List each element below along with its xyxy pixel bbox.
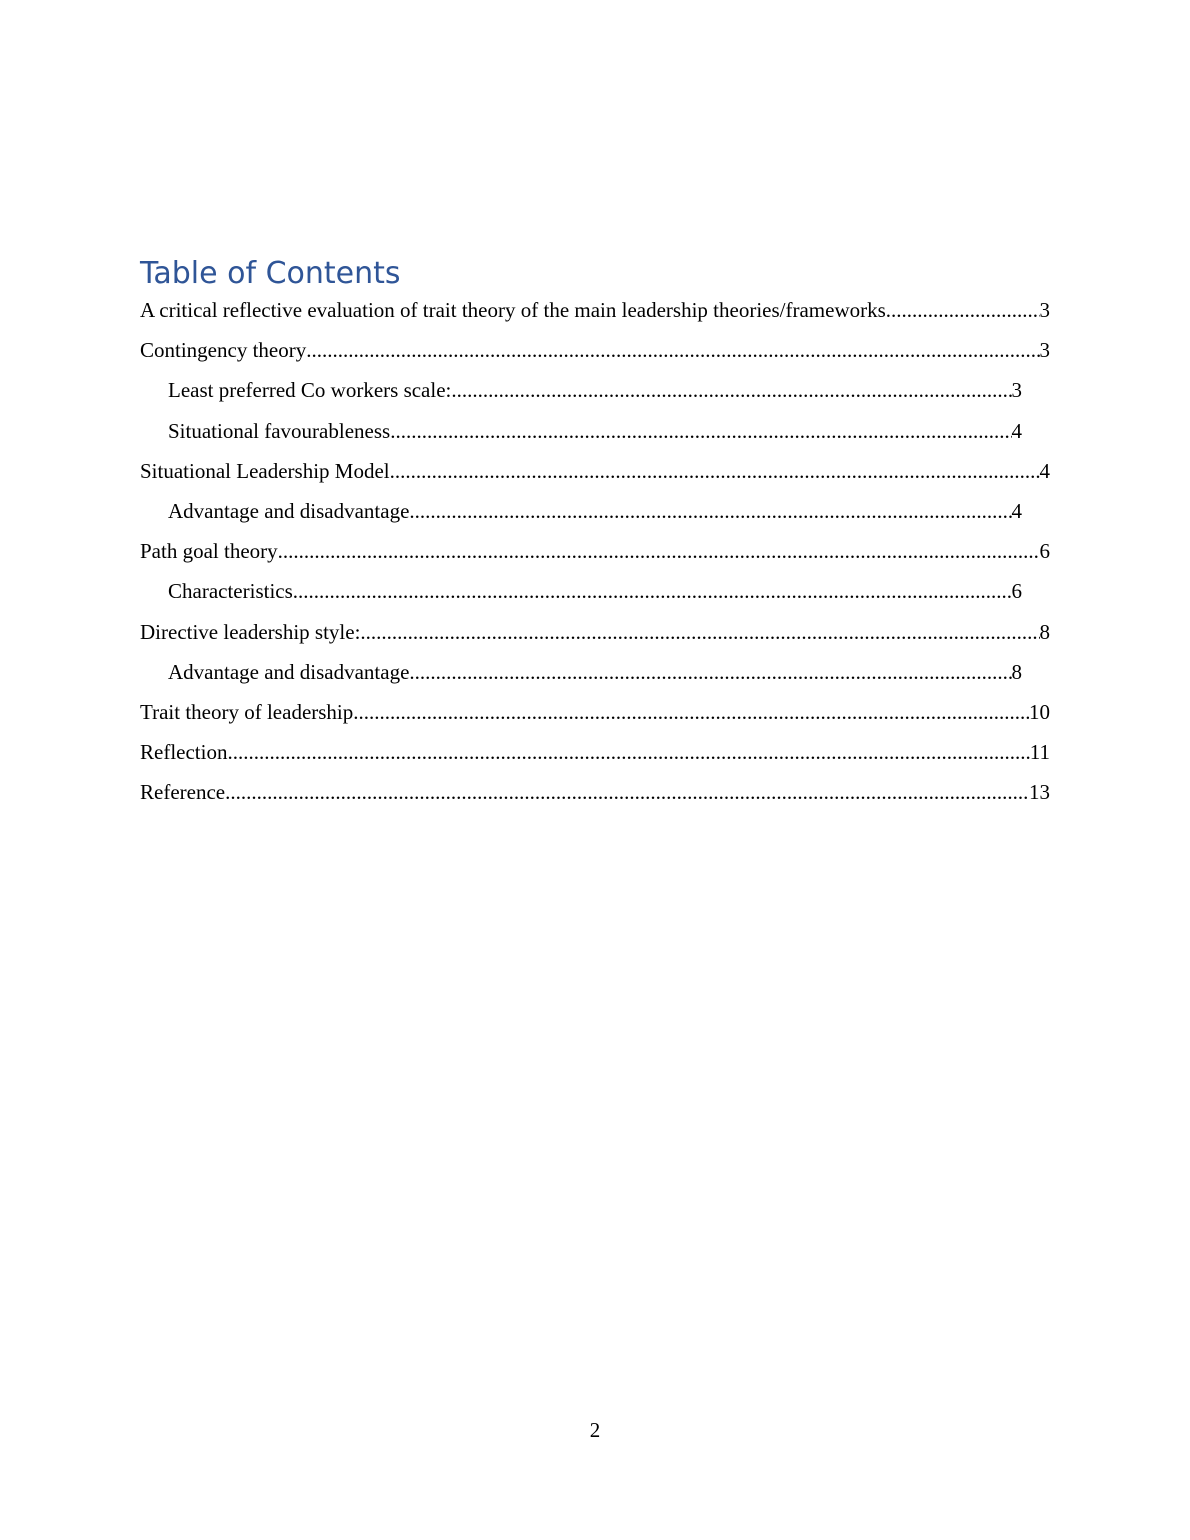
toc-entry-page: 8 [1039, 619, 1050, 644]
toc-entry[interactable] [140, 772, 1050, 812]
toc-entry-label: Least preferred Co workers scale: [168, 378, 452, 403]
toc-subentry[interactable] [140, 571, 1022, 611]
toc-dot-leader [409, 491, 1011, 531]
toc-entry-label: Advantage and disadvantage [168, 498, 410, 523]
toc-dot-leader [409, 652, 1011, 692]
toc-title: Table of Contents [140, 256, 401, 291]
toc-entry-page: 10 [1029, 699, 1050, 724]
toc-dot-leader [360, 612, 1039, 652]
toc-entry-label: Path goal theory [140, 539, 278, 564]
toc-dot-leader [227, 732, 1029, 772]
toc-dot-leader [293, 571, 1012, 611]
toc-entry-label: Situational Leadership Model [140, 458, 390, 483]
toc-entry-label: Reference [140, 780, 226, 805]
toc-entry[interactable] [140, 330, 1050, 370]
toc-subentry[interactable] [140, 652, 1022, 692]
toc-subentry[interactable] [140, 411, 1022, 451]
toc-entry-page: 13 [1029, 780, 1050, 805]
toc-entry-label: Directive leadership style: [140, 619, 361, 644]
toc-entry-label: Characteristics [168, 579, 293, 604]
toc-entry-label: Contingency theory [140, 338, 307, 363]
toc-entry-page: 4 [1011, 498, 1022, 523]
toc-entry[interactable] [140, 732, 1050, 772]
toc-entry[interactable] [140, 531, 1050, 571]
toc-list [140, 290, 1050, 812]
toc-subentry[interactable] [140, 370, 1022, 410]
toc-dot-leader [225, 772, 1029, 812]
toc-entry-page: 4 [1011, 418, 1022, 443]
toc-dot-leader [390, 451, 1040, 491]
toc-dot-leader [353, 692, 1029, 732]
toc-entry-page: 3 [1011, 378, 1022, 403]
toc-entry-page: 4 [1039, 458, 1050, 483]
toc-entry-label: Reflection [140, 740, 228, 765]
toc-dot-leader [451, 370, 1011, 410]
toc-entry[interactable] [140, 612, 1050, 652]
toc-entry[interactable] [140, 290, 1050, 330]
toc-entry-page: 6 [1039, 539, 1050, 564]
toc-entry-page: 6 [1011, 579, 1022, 604]
toc-entry-label: Situational favourableness [168, 418, 391, 443]
toc-dot-leader [278, 531, 1040, 571]
toc-entry-label: A critical reflective evaluation of trait theory of the main leadership theories/frameworks [140, 298, 886, 322]
toc-entry-page: 8 [1011, 659, 1022, 684]
toc-entry-label: Trait theory of leadership [140, 699, 354, 724]
toc-entry-page: 3 [1039, 338, 1050, 363]
toc-dot-leader [306, 330, 1039, 370]
toc-entry-page: 11 [1029, 740, 1050, 765]
page-number: 2 [589, 1418, 601, 1442]
toc-dot-leader [390, 411, 1011, 451]
toc-entry-page: 3 [1039, 298, 1050, 322]
toc-entry-label: Advantage and disadvantage [168, 659, 410, 684]
toc-entry[interactable] [140, 451, 1050, 491]
toc-entry[interactable] [140, 692, 1050, 732]
toc-dot-leader [886, 290, 1040, 330]
toc-subentry[interactable] [140, 491, 1022, 531]
